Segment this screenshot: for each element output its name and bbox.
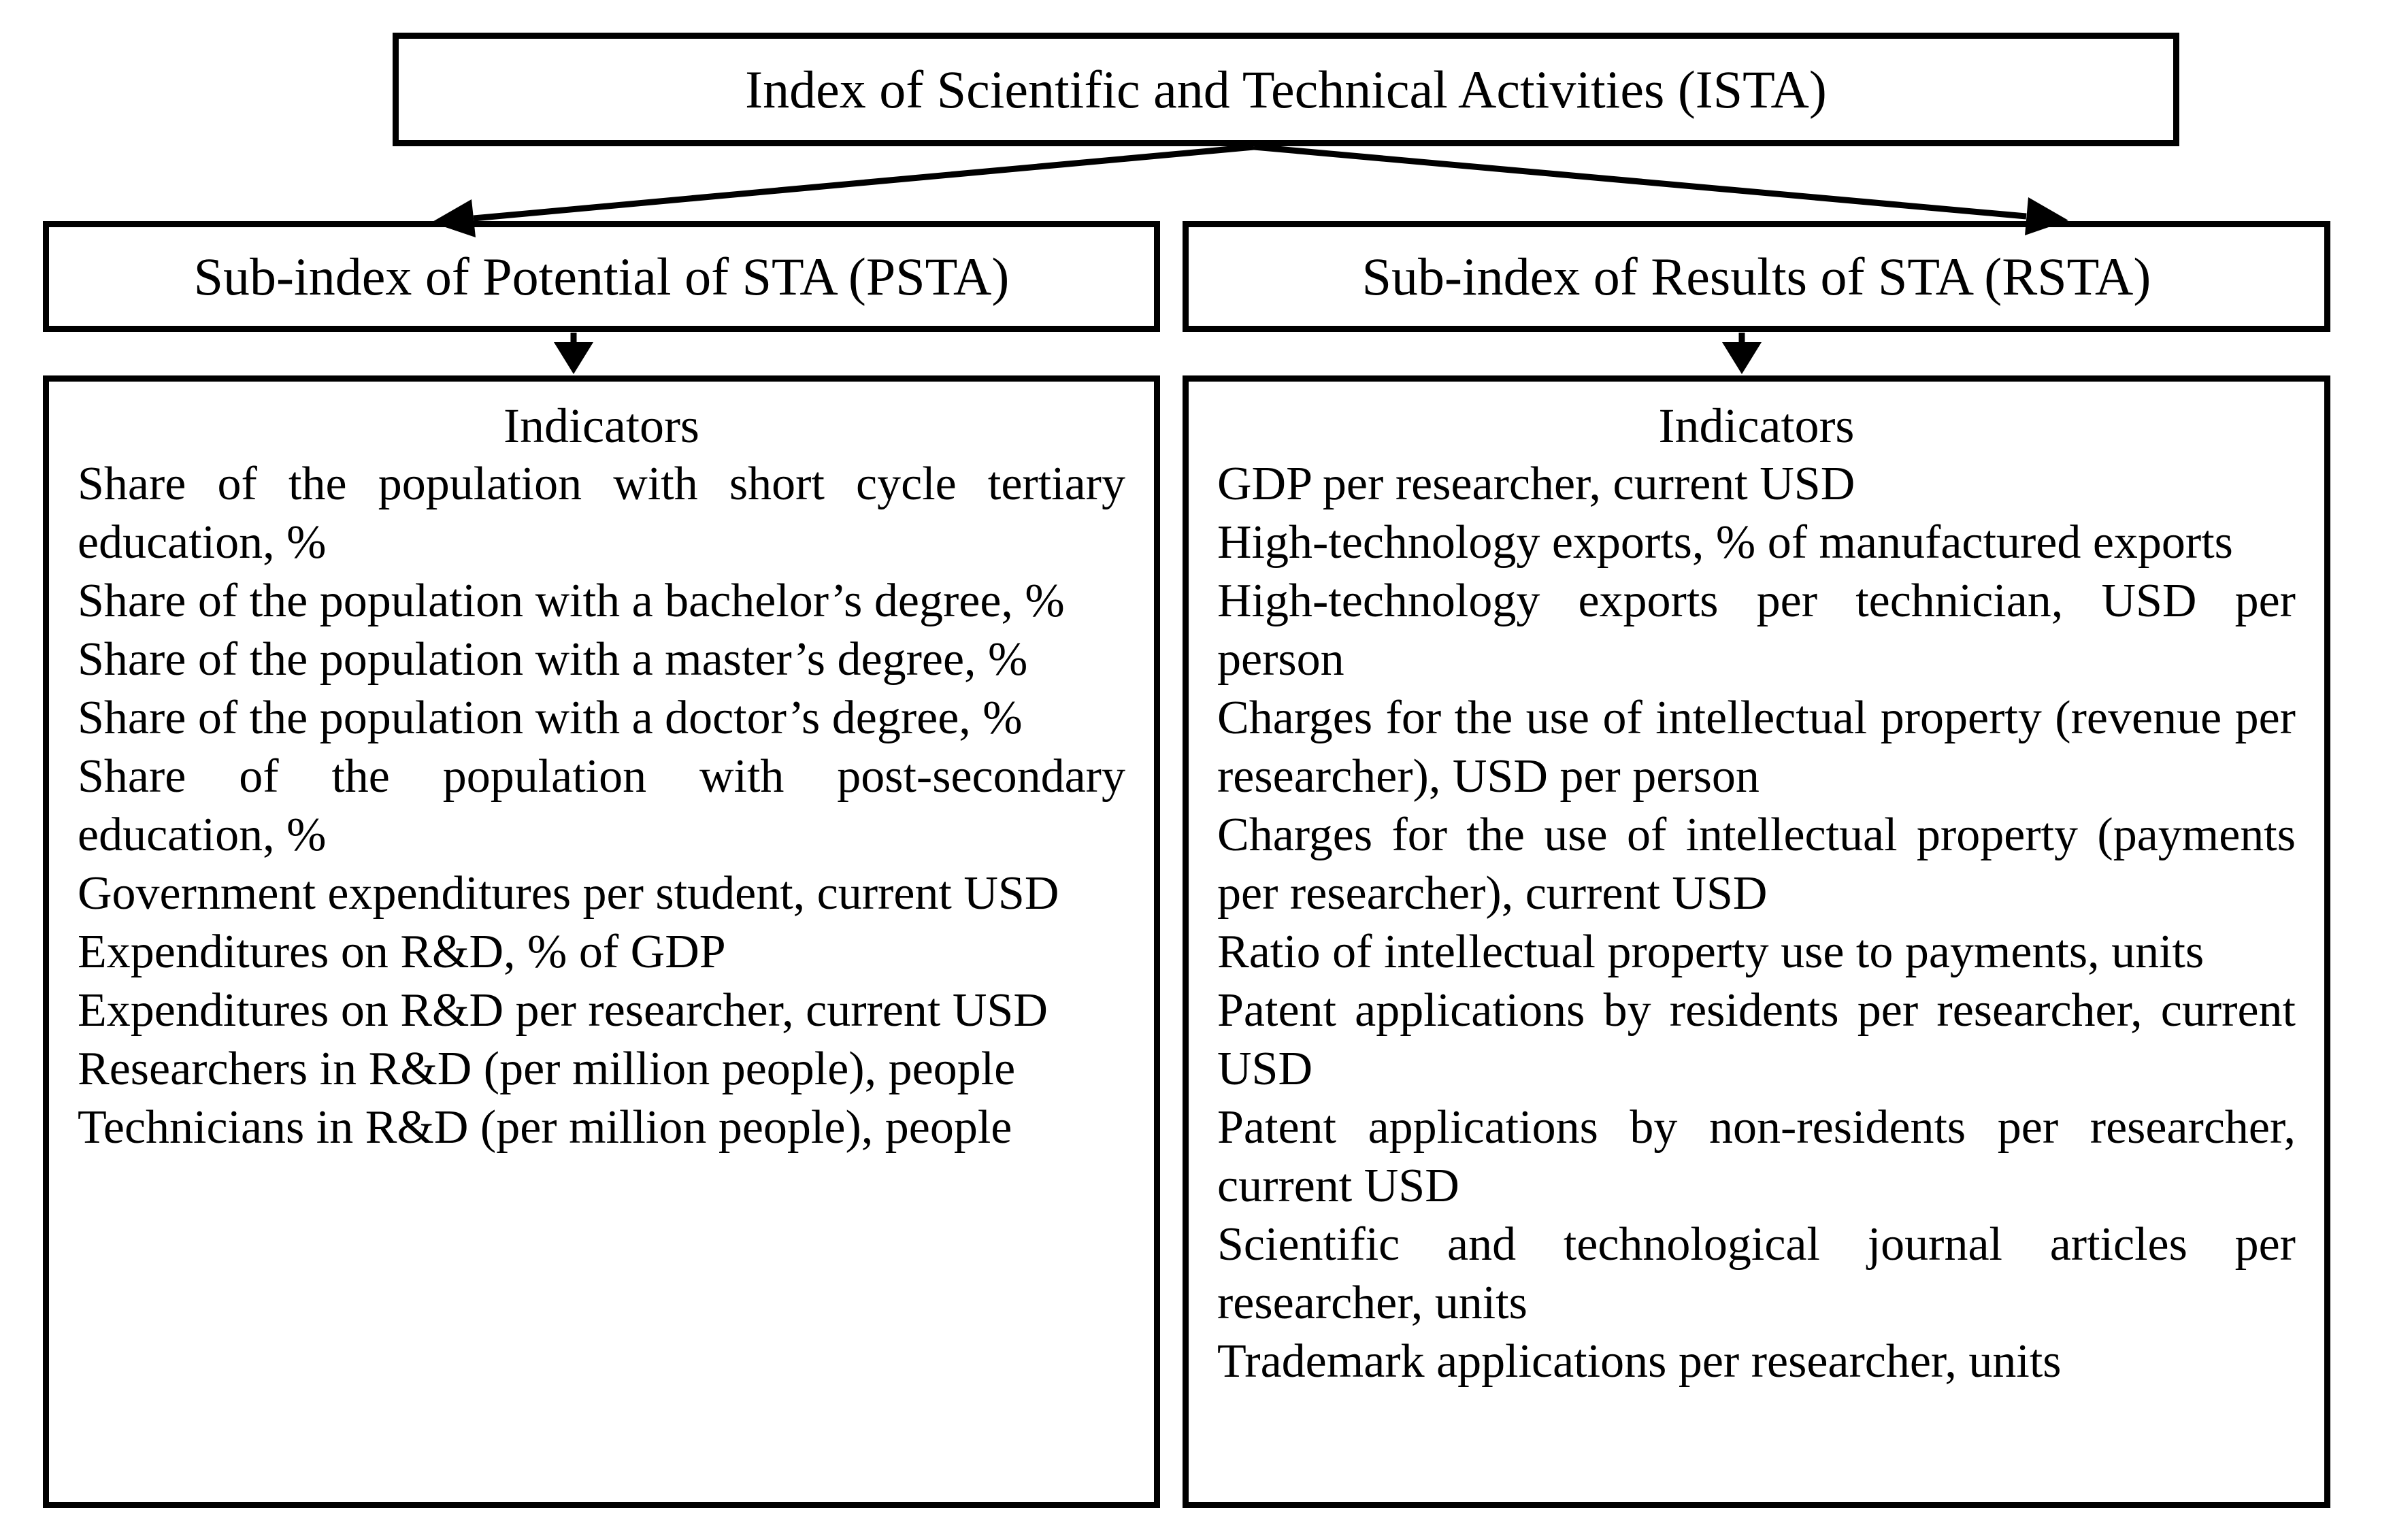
psta-indicators-box	[43, 375, 1160, 1508]
indicator-item: High-technology exports per technician, USD per person	[1217, 575, 2296, 686]
rsta-indicators-box	[1183, 375, 2330, 1508]
indicator-item: Patent applications by residents per researcher, current USD	[1217, 984, 2296, 1095]
indicator-item: Patent applications by non-residents per researcher, current USD	[1217, 1101, 2296, 1212]
ista-root-label: Index of Scientific and Technical Activities (ISTA)	[745, 59, 1827, 119]
indicator-item: High-technology exports, % of manufactured exports	[1217, 516, 2233, 569]
indicator-item: Charges for the use of intellectual property (payments per researcher), current USD	[1217, 809, 2296, 920]
rsta-header-box	[1183, 221, 2330, 332]
indicator-item: Share of the population with a bachelor’s degree, %	[78, 575, 1065, 627]
indicator-item: Expenditures on R&D per researcher, current USD	[78, 984, 1048, 1037]
indicator-item: Ratio of intellectual property use to payments, units	[1217, 926, 2204, 978]
arrow-rsta-to-indicators	[1722, 333, 1762, 374]
indicator-item: Government expenditures per student, current USD	[78, 867, 1059, 920]
indicator-item: Expenditures on R&D, % of GDP	[78, 926, 726, 978]
indicator-item: Share of the population with short cycle tertiary education, %	[78, 458, 1125, 569]
psta-header-label: Sub-index of Potential of STA (PSTA)	[193, 246, 1010, 306]
indicator-item: Trademark applications per researcher, units	[1217, 1335, 2062, 1388]
psta-header-box	[43, 221, 1160, 332]
indicator-item: GDP per researcher, current USD	[1217, 458, 1855, 510]
arrow-psta-to-indicators	[554, 333, 593, 374]
indicator-item: Researchers in R&D (per million people), people	[78, 1043, 1016, 1095]
rsta-indicator-list	[1217, 455, 2296, 1391]
psta-list-title: Indicators	[503, 399, 699, 453]
indicator-item: Share of the population with post-secondary education, %	[78, 750, 1125, 861]
psta-indicator-list	[78, 455, 1125, 1157]
indicator-item: Share of the population with a doctor’s degree, %	[78, 692, 1023, 744]
indicator-item: Charges for the use of intellectual property (revenue per researcher), USD per person	[1217, 692, 2296, 803]
rsta-list-title: Indicators	[1658, 399, 1855, 453]
indicator-item: Share of the population with a master’s degree, %	[78, 633, 1028, 686]
rsta-header-label: Sub-index of Results of STA (RSTA)	[1361, 246, 2151, 306]
indicator-item: Scientific and technological journal articles per researcher, units	[1217, 1218, 2296, 1329]
indicator-item: Technicians in R&D (per million people), people	[78, 1101, 1012, 1154]
ista-root-box	[393, 33, 2179, 146]
